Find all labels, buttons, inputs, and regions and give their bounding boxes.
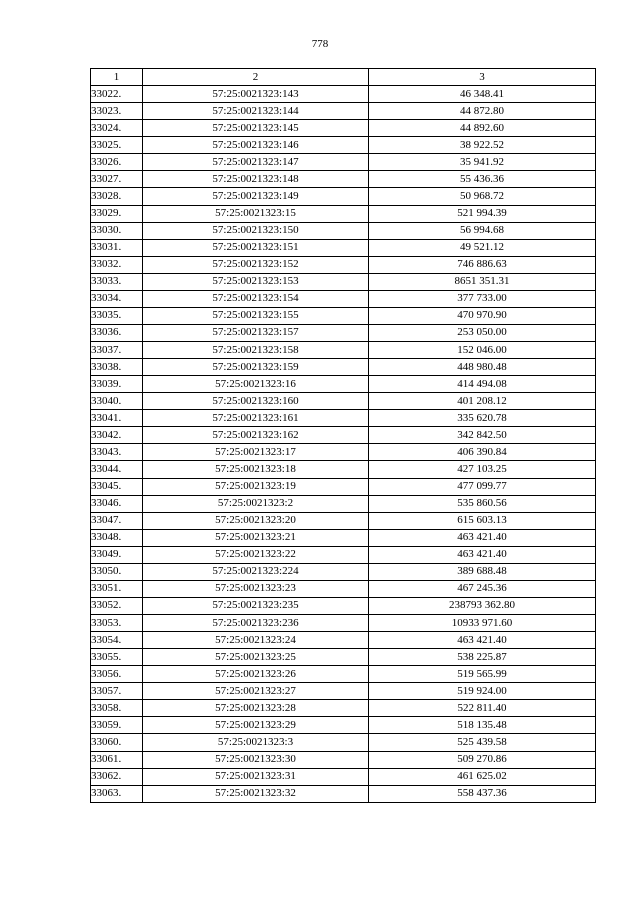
value-cell: 521 994.39 — [369, 205, 596, 222]
row-number-cell: 33030. — [91, 222, 143, 239]
row-number-cell: 33024. — [91, 120, 143, 137]
cadastral-number-cell: 57:25:0021323:160 — [143, 393, 369, 410]
table-row — [91, 615, 596, 632]
value-cell: 389 688.48 — [369, 563, 596, 580]
value-cell: 477 099.77 — [369, 478, 596, 495]
row-number-cell: 33026. — [91, 154, 143, 171]
table-row — [91, 86, 596, 103]
table-row — [91, 512, 596, 529]
table-row — [91, 683, 596, 700]
row-number-cell: 33046. — [91, 495, 143, 512]
table-row — [91, 666, 596, 683]
row-number-cell: 33040. — [91, 393, 143, 410]
value-cell: 55 436.36 — [369, 171, 596, 188]
row-number-cell: 33031. — [91, 239, 143, 256]
cadastral-number-cell: 57:25:0021323:17 — [143, 444, 369, 461]
row-number-cell: 33035. — [91, 307, 143, 324]
row-number-cell: 33022. — [91, 86, 143, 103]
table-row — [91, 546, 596, 563]
cadastral-number-cell: 57:25:0021323:149 — [143, 188, 369, 205]
table-row — [91, 649, 596, 666]
cadastral-number-cell: 57:25:0021323:24 — [143, 632, 369, 649]
value-cell: 470 970.90 — [369, 307, 596, 324]
table-row — [91, 563, 596, 580]
row-number-cell: 33038. — [91, 359, 143, 376]
cadastral-number-cell: 57:25:0021323:158 — [143, 342, 369, 359]
cadastral-number-cell: 57:25:0021323:25 — [143, 649, 369, 666]
data-table — [90, 68, 596, 803]
table-row — [91, 359, 596, 376]
value-cell: 335 620.78 — [369, 410, 596, 427]
cadastral-number-cell: 57:25:0021323:30 — [143, 751, 369, 768]
row-number-cell: 33043. — [91, 444, 143, 461]
row-number-cell: 33063. — [91, 785, 143, 802]
row-number-cell: 33053. — [91, 615, 143, 632]
value-cell: 49 521.12 — [369, 239, 596, 256]
cadastral-number-cell: 57:25:0021323:18 — [143, 461, 369, 478]
table-row — [91, 290, 596, 307]
cadastral-number-cell: 57:25:0021323:31 — [143, 768, 369, 785]
cadastral-number-cell: 57:25:0021323:16 — [143, 376, 369, 393]
table-row — [91, 273, 596, 290]
row-number-cell: 33048. — [91, 529, 143, 546]
table-row — [91, 307, 596, 324]
cadastral-number-cell: 57:25:0021323:224 — [143, 563, 369, 580]
table-row — [91, 768, 596, 785]
cadastral-number-cell: 57:25:0021323:15 — [143, 205, 369, 222]
table-row — [91, 717, 596, 734]
row-number-cell: 33032. — [91, 256, 143, 273]
cadastral-number-cell: 57:25:0021323:159 — [143, 359, 369, 376]
cadastral-number-cell: 57:25:0021323:22 — [143, 546, 369, 563]
value-cell: 615 603.13 — [369, 512, 596, 529]
value-cell: 44 892.60 — [369, 120, 596, 137]
cadastral-number-cell: 57:25:0021323:32 — [143, 785, 369, 802]
table-row — [91, 785, 596, 802]
table-row — [91, 137, 596, 154]
row-number-cell: 33059. — [91, 717, 143, 734]
row-number-cell: 33042. — [91, 427, 143, 444]
value-cell: 406 390.84 — [369, 444, 596, 461]
row-number-cell: 33034. — [91, 290, 143, 307]
cadastral-number-cell: 57:25:0021323:155 — [143, 307, 369, 324]
value-cell: 414 494.08 — [369, 376, 596, 393]
table-row — [91, 239, 596, 256]
table-row — [91, 324, 596, 341]
row-number-cell: 33058. — [91, 700, 143, 717]
value-cell: 463 421.40 — [369, 632, 596, 649]
table-row — [91, 103, 596, 120]
table-row — [91, 461, 596, 478]
row-number-cell: 33041. — [91, 410, 143, 427]
cadastral-number-cell: 57:25:0021323:157 — [143, 324, 369, 341]
value-cell: 10933 971.60 — [369, 615, 596, 632]
table-row — [91, 580, 596, 597]
table-row — [91, 478, 596, 495]
table-row — [91, 376, 596, 393]
page-number: 778 — [311, 38, 329, 50]
value-cell: 35 941.92 — [369, 154, 596, 171]
row-number-cell: 33045. — [91, 478, 143, 495]
row-number-cell: 33027. — [91, 171, 143, 188]
table-row — [91, 427, 596, 444]
row-number-cell: 33049. — [91, 546, 143, 563]
cadastral-number-cell: 57:25:0021323:21 — [143, 529, 369, 546]
cadastral-number-cell: 57:25:0021323:161 — [143, 410, 369, 427]
value-cell: 50 968.72 — [369, 188, 596, 205]
cadastral-number-cell: 57:25:0021323:147 — [143, 154, 369, 171]
cadastral-number-cell: 57:25:0021323:29 — [143, 717, 369, 734]
cadastral-number-cell: 57:25:0021323:3 — [143, 734, 369, 751]
cadastral-number-cell: 57:25:0021323:144 — [143, 103, 369, 120]
cadastral-number-cell: 57:25:0021323:143 — [143, 86, 369, 103]
value-cell: 525 439.58 — [369, 734, 596, 751]
column-header-value: 3 — [369, 69, 596, 86]
value-cell: 38 922.52 — [369, 137, 596, 154]
cadastral-number-cell: 57:25:0021323:145 — [143, 120, 369, 137]
row-number-cell: 33060. — [91, 734, 143, 751]
table-row — [91, 444, 596, 461]
table-row — [91, 700, 596, 717]
value-cell: 535 860.56 — [369, 495, 596, 512]
row-number-cell: 33057. — [91, 683, 143, 700]
value-cell: 238793 362.80 — [369, 597, 596, 614]
row-number-cell: 33061. — [91, 751, 143, 768]
table-row — [91, 154, 596, 171]
row-number-cell: 33039. — [91, 376, 143, 393]
value-cell: 746 886.63 — [369, 256, 596, 273]
value-cell: 558 437.36 — [369, 785, 596, 802]
table-row — [91, 171, 596, 188]
cadastral-number-cell: 57:25:0021323:19 — [143, 478, 369, 495]
cadastral-number-cell: 57:25:0021323:26 — [143, 666, 369, 683]
value-cell: 522 811.40 — [369, 700, 596, 717]
row-number-cell: 33037. — [91, 342, 143, 359]
value-cell: 463 421.40 — [369, 546, 596, 563]
row-number-cell: 33047. — [91, 512, 143, 529]
value-cell: 538 225.87 — [369, 649, 596, 666]
cadastral-number-cell: 57:25:0021323:20 — [143, 512, 369, 529]
table-row — [91, 256, 596, 273]
row-number-cell: 33054. — [91, 632, 143, 649]
row-number-cell: 33036. — [91, 324, 143, 341]
table-row — [91, 342, 596, 359]
table-row — [91, 529, 596, 546]
value-cell: 518 135.48 — [369, 717, 596, 734]
table-row — [91, 222, 596, 239]
value-cell: 463 421.40 — [369, 529, 596, 546]
row-number-cell: 33055. — [91, 649, 143, 666]
table-row — [91, 751, 596, 768]
cadastral-number-cell: 57:25:0021323:2 — [143, 495, 369, 512]
row-number-cell: 33052. — [91, 597, 143, 614]
cadastral-number-cell: 57:25:0021323:162 — [143, 427, 369, 444]
column-header-number: 1 — [91, 69, 143, 86]
table-row — [91, 734, 596, 751]
cadastral-number-cell: 57:25:0021323:28 — [143, 700, 369, 717]
cadastral-number-cell: 57:25:0021323:236 — [143, 615, 369, 632]
row-number-cell: 33050. — [91, 563, 143, 580]
value-cell: 152 046.00 — [369, 342, 596, 359]
table-header-row — [91, 69, 596, 86]
table-row — [91, 120, 596, 137]
table-row — [91, 632, 596, 649]
table-row — [91, 597, 596, 614]
table-row — [91, 205, 596, 222]
cadastral-number-cell: 57:25:0021323:27 — [143, 683, 369, 700]
value-cell: 44 872.80 — [369, 103, 596, 120]
cadastral-number-cell: 57:25:0021323:235 — [143, 597, 369, 614]
value-cell: 467 245.36 — [369, 580, 596, 597]
value-cell: 253 050.00 — [369, 324, 596, 341]
table-row — [91, 410, 596, 427]
value-cell: 401 208.12 — [369, 393, 596, 410]
row-number-cell: 33025. — [91, 137, 143, 154]
value-cell: 56 994.68 — [369, 222, 596, 239]
row-number-cell: 33051. — [91, 580, 143, 597]
value-cell: 509 270.86 — [369, 751, 596, 768]
cadastral-number-cell: 57:25:0021323:153 — [143, 273, 369, 290]
row-number-cell: 33028. — [91, 188, 143, 205]
value-cell: 427 103.25 — [369, 461, 596, 478]
cadastral-number-cell: 57:25:0021323:154 — [143, 290, 369, 307]
value-cell: 377 733.00 — [369, 290, 596, 307]
value-cell: 46 348.41 — [369, 86, 596, 103]
value-cell: 519 924.00 — [369, 683, 596, 700]
row-number-cell: 33029. — [91, 205, 143, 222]
value-cell: 8651 351.31 — [369, 273, 596, 290]
cadastral-number-cell: 57:25:0021323:151 — [143, 239, 369, 256]
value-cell: 519 565.99 — [369, 666, 596, 683]
column-header-cadastral-number: 2 — [143, 69, 369, 86]
value-cell: 461 625.02 — [369, 768, 596, 785]
cadastral-number-cell: 57:25:0021323:148 — [143, 171, 369, 188]
row-number-cell: 33062. — [91, 768, 143, 785]
cadastral-number-cell: 57:25:0021323:152 — [143, 256, 369, 273]
table-row — [91, 188, 596, 205]
table-row — [91, 495, 596, 512]
cadastral-number-cell: 57:25:0021323:23 — [143, 580, 369, 597]
cadastral-number-cell: 57:25:0021323:150 — [143, 222, 369, 239]
value-cell: 342 842.50 — [369, 427, 596, 444]
cadastral-number-cell: 57:25:0021323:146 — [143, 137, 369, 154]
row-number-cell: 33033. — [91, 273, 143, 290]
row-number-cell: 33044. — [91, 461, 143, 478]
row-number-cell: 33023. — [91, 103, 143, 120]
table-row — [91, 393, 596, 410]
table-body — [91, 86, 596, 803]
value-cell: 448 980.48 — [369, 359, 596, 376]
row-number-cell: 33056. — [91, 666, 143, 683]
